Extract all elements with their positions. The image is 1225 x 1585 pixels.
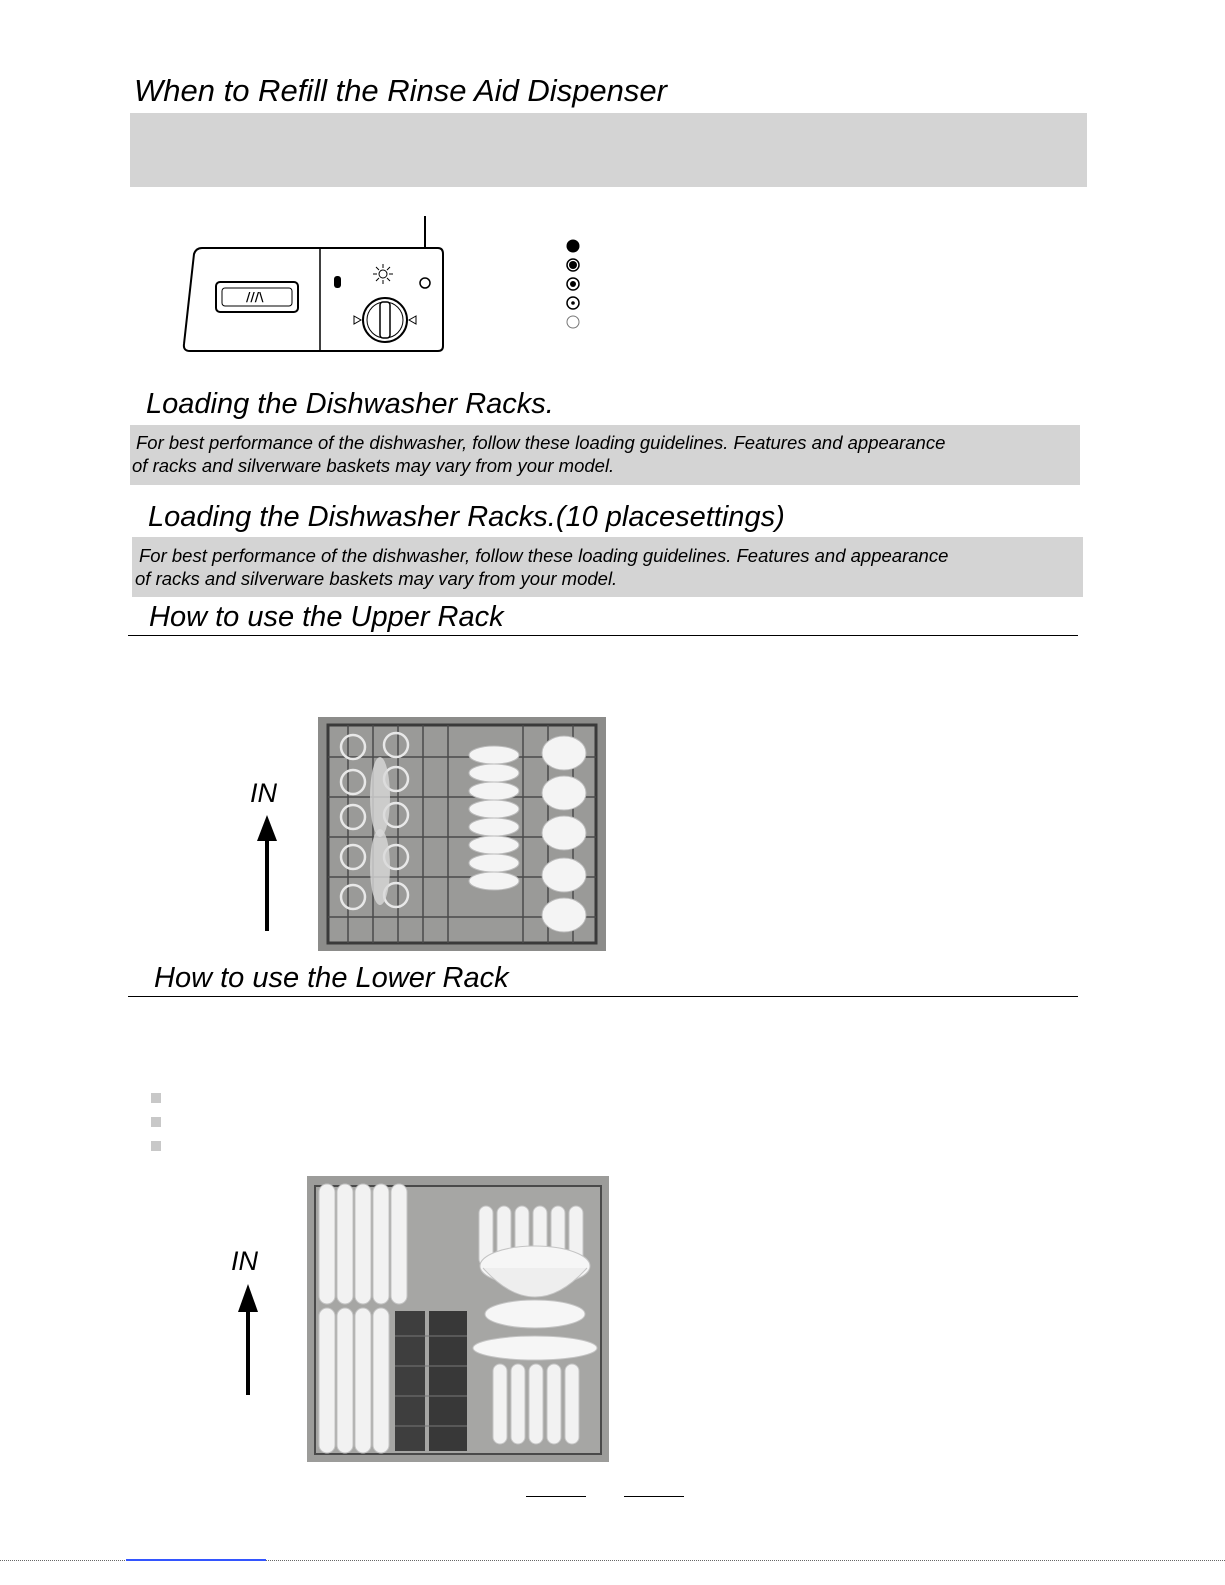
lower-rack-divider [128,996,1078,997]
loading-intro-line2: of racks and silverware baskets may vary from your model. [132,455,615,476]
loading10-intro-line1: For best performance of the dishwasher, follow these loading guidelines. Features and appearance [139,545,949,566]
square-bullet-icon [151,1093,161,1103]
loading-intro-line1: For best performance of the dishwasher, follow these loading guidelines. Features and appearance [136,432,946,453]
arrow-up-icon [255,815,279,933]
lower-rack-photo [307,1176,609,1462]
upper-rack-photo [318,717,606,951]
upper-in-label: IN [250,778,277,808]
loading10-title: Loading the Dishwasher Racks.(10 placesettings) [148,501,785,533]
rinse-aid-dispenser-illustration [180,210,450,355]
upper-rack-divider [128,635,1078,636]
upper-rack-title: How to use the Upper Rack [149,601,504,633]
footer-line-left [526,1496,586,1497]
loading-title: Loading the Dishwasher Racks. [146,388,554,420]
dispenser-logo: ///\ [246,290,264,304]
footer-link-underline [126,1559,266,1561]
refill-shaded-box [130,113,1087,187]
footer-line-right [624,1496,684,1497]
lower-in-label: IN [231,1246,258,1276]
lower-rack-title: How to use the Lower Rack [154,962,509,994]
arrow-up-icon [236,1284,260,1396]
square-bullet-icon [151,1117,161,1127]
refill-title: When to Refill the Rinse Aid Dispenser [134,73,667,108]
square-bullet-icon [151,1141,161,1151]
indicator-dot-icon [562,236,584,336]
loading10-intro-line2: of racks and silverware baskets may vary from your model. [135,568,618,589]
